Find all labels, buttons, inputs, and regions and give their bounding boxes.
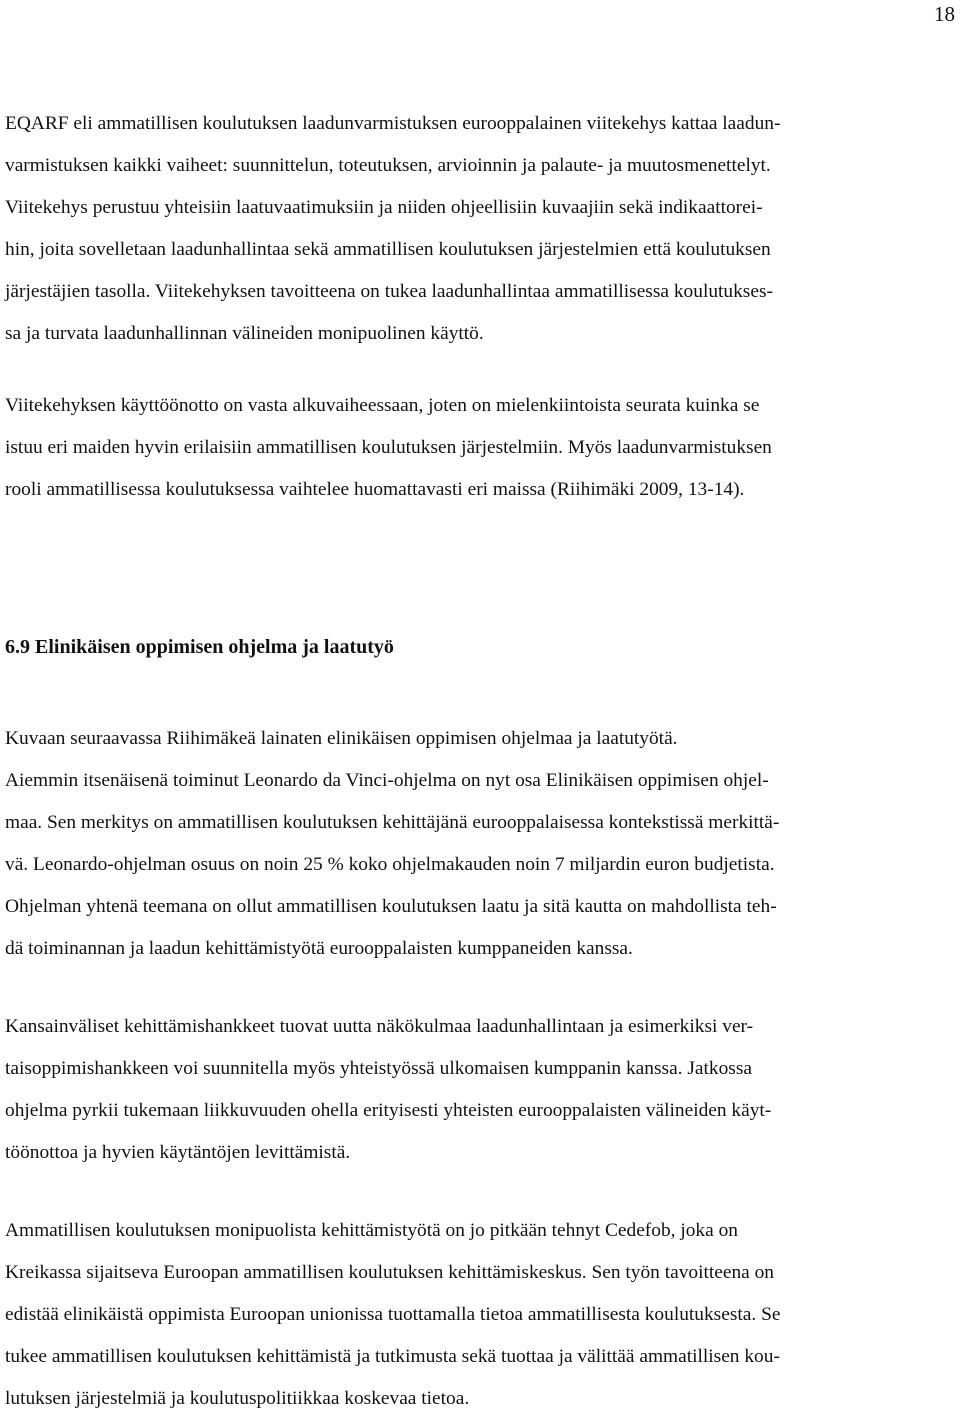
text-line: edistää elinikäistä oppimista Euroopan unionissa tuottamalla tietoa ammatillisesta koulutuksesta. Se	[5, 1304, 781, 1325]
text-line: maa. Sen merkitys on ammatillisen koulutuksen kehittäjänä eurooppalaisessa kontekstissä merkittä-	[5, 812, 780, 833]
text-line: sa ja turvata laadunhallinnan välineiden monipuolinen käyttö.	[5, 323, 484, 344]
text-line: Kuvaan seuraavassa Riihimäkeä lainaten elinikäisen oppimisen ohjelmaa ja laatutyötä.	[5, 728, 678, 749]
text-line: järjestäjien tasolla. Viitekehyksen tavoitteena on tukea laadunhallintaa ammatillisessa koulutukses-	[5, 281, 773, 302]
text-line: Ammatillisen koulutuksen monipuolista kehittämistyötä on jo pitkään tehnyt Cedefob, joka on	[5, 1220, 738, 1241]
paragraph-eqarf	[5, 103, 953, 355]
paragraph-cedefob	[5, 1210, 953, 1420]
text-line: EQARF eli ammatillisen koulutuksen laadunvarmistuksen eurooppalainen viitekehys kattaa laadun-	[5, 113, 781, 134]
paragraph-implementation	[5, 385, 953, 511]
text-line: töönottoa ja hyvien käytäntöjen levittämistä.	[5, 1142, 351, 1163]
document-body	[5, 103, 953, 1420]
text-line: hin, joita sovelletaan laadunhallintaa sekä ammatillisen koulutuksen järjestelmien että koulutuksen	[5, 239, 771, 260]
paragraph-lifelong-learning	[5, 718, 953, 970]
page-number: 18	[934, 2, 955, 26]
text-line: Ohjelman yhtenä teemana on ollut ammatillisen koulutuksen laatu ja sitä kautta on mahdollista teh-	[5, 896, 777, 917]
text-line: vä. Leonardo-ohjelman osuus on noin 25 % koko ohjelmakauden noin 7 miljardin euron budjetista.	[5, 854, 775, 875]
text-line: ohjelma pyrkii tukemaan liikkuvuuden ohella erityisesti yhteisten eurooppalaisten välineiden käyt-	[5, 1100, 772, 1121]
text-line: istuu eri maiden hyvin erilaisiin ammatillisen koulutuksen järjestelmiin. Myös laadunvarmistuksen	[5, 437, 772, 458]
text-line: Viitekehyksen käyttöönotto on vasta alkuvaiheessaan, joten on mielenkiintoista seurata kuinka se	[5, 395, 760, 416]
text-line: Kreikassa sijaitseva Euroopan ammatillisen koulutuksen kehittämiskeskus. Sen työn tavoitteena on	[5, 1262, 775, 1283]
text-line: tukee ammatillisen koulutuksen kehittämistä ja tutkimusta sekä tuottaa ja välittää ammatillisen kou-	[5, 1346, 780, 1367]
text-line: Viitekehys perustuu yhteisiin laatuvaatimuksiin ja niiden ohjeellisiin kuvaajiin sekä indikaattorei-	[5, 197, 763, 218]
text-line: Kansainväliset kehittämishankkeet tuovat uutta näkökulmaa laadunhallintaan ja esimerkiksi ver-	[5, 1016, 754, 1037]
text-line: dä toiminannan ja laadun kehittämistyötä eurooppalaisten kumppaneiden kanssa.	[5, 938, 633, 959]
text-line: taisoppimishankkeen voi suunnitella myös yhteistyössä ulkomaisen kumppanin kanssa. Jatkossa	[5, 1058, 752, 1079]
text-line: Aiemmin itsenäisenä toiminut Leonardo da Vinci-ohjelma on nyt osa Elinikäisen oppimisen ohjel-	[5, 770, 769, 791]
text-line: rooli ammatillisessa koulutuksessa vaihtelee huomattavasti eri maissa (Riihimäki 2009, 13-14).	[5, 479, 745, 500]
text-line: varmistuksen kaikki vaiheet: suunnittelun, toteutuksen, arvioinnin ja palaute- ja muutosmenettelyt.	[5, 155, 771, 176]
text-line: lutuksen järjestelmiä ja koulutuspolitiikkaa koskevaa tietoa.	[5, 1388, 470, 1409]
paragraph-international-projects	[5, 1006, 953, 1174]
section-heading: 6.9 Elinikäisen oppimisen ohjelma ja laatutyö	[5, 636, 394, 658]
